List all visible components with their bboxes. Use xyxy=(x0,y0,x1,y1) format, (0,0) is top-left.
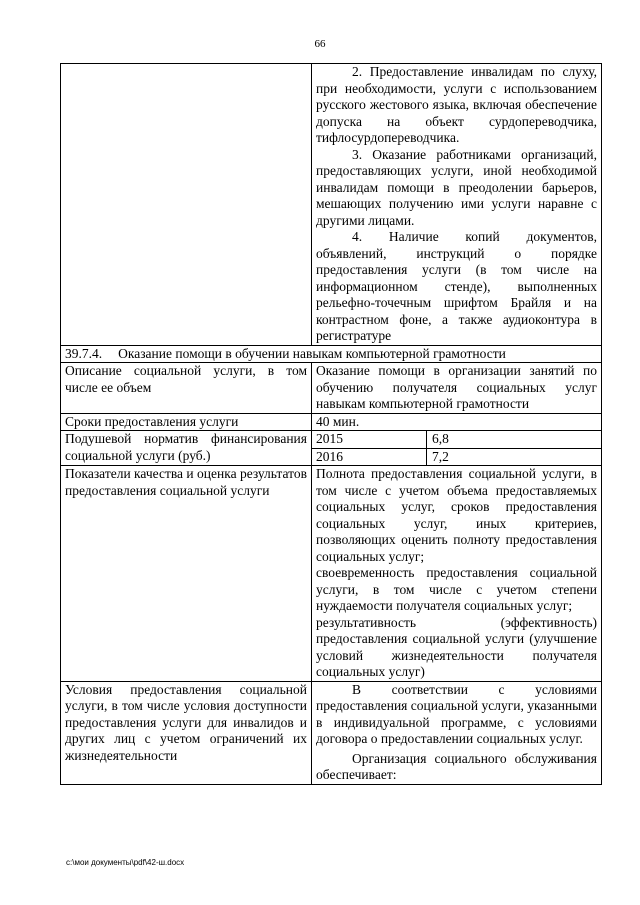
quality-row xyxy=(61,466,602,682)
description-value: Оказание помощи в организации занятий по обучению получателя социальных услуг навыкам компьютерной грамотности xyxy=(312,363,602,414)
paragraph: результативность (эффективность) предоставления социальной услуги (улучшение условий жизнедеятельности получателя социальных услуг) xyxy=(316,614,597,679)
empty-label-cell xyxy=(61,64,312,346)
norm-amount: 7,2 xyxy=(432,448,449,464)
section-heading xyxy=(61,345,602,363)
norm-row xyxy=(61,431,602,466)
section-title: Оказание помощи в обучении навыкам компьютерной грамотности xyxy=(118,345,506,361)
section-number: 39.7.4. xyxy=(65,345,103,361)
conditions-label: Условия предоставления социальной услуги, в том числе условия доступности предоставления услуги для инвалидов и других лиц с учетом ограничений их жизнедеятельности xyxy=(61,681,312,784)
conditions-row xyxy=(61,681,602,784)
paragraph: 4. Наличие копий документов, объявлений, инструкций о порядке предоставления услуги (в том числе на информационном стенде), выполненных рельефно-точечным шрифтом Брайля и на контрастном фоне, а также аудиоконтура в регистратуре xyxy=(316,229,597,343)
terms-value: 40 мин. xyxy=(312,413,602,431)
page-number: 66 xyxy=(314,38,326,50)
terms-row xyxy=(61,413,602,431)
paragraph: Организация социального обслуживания обеспечивает: xyxy=(316,750,597,782)
terms-label: Сроки предоставления услуги xyxy=(61,413,312,431)
section-heading-row xyxy=(61,345,602,363)
quality-label: Показатели качества и оценка результатов предоставления социальной услуги xyxy=(61,466,312,682)
norm-amount: 6,8 xyxy=(432,431,449,446)
quality-value xyxy=(312,466,602,682)
paragraph: своевременность предоставления социальной услуги, в том числе с учетом степени нуждаемости получателя социальных услуг; xyxy=(316,565,597,613)
paragraph: 3. Оказание работниками организаций, предоставляющих услуги, иной необходимой инвалидам помощи в преодолении барьеров, мешающих получению ими услуги наравне с другими лицами. xyxy=(316,146,597,228)
services-table xyxy=(60,63,602,785)
norm-values xyxy=(312,431,602,466)
norm-year: 2016 xyxy=(312,449,427,466)
footer-file-path: c:\мои документы\pdf\42-ш.docx xyxy=(66,858,185,867)
conditions-value xyxy=(312,681,602,784)
accessibility-row xyxy=(61,64,602,346)
description-row xyxy=(61,363,602,414)
description-label: Описание социальной услуги, в том числе ее объем xyxy=(61,363,312,414)
norm-entry xyxy=(312,431,601,449)
norm-entry xyxy=(312,449,601,466)
paragraph: 2. Предоставление инвалидам по слуху, при необходимости, услуги с использованием русского жестового языка, включая обеспечение допуска на объект сурдопереводчика, тифлосурдопереводчика. xyxy=(316,64,597,145)
accessibility-cell xyxy=(312,64,602,346)
paragraph: В соответствии с условиями предоставления социальной услуги, указанными в индивидуальной программе, с условиями договора о предоставлении социальных услуг. xyxy=(316,681,597,746)
norm-label: Подушевой норматив финансирования социальной услуги (руб.) xyxy=(61,431,312,466)
norm-year: 2015 xyxy=(312,431,427,448)
paragraph: Полнота предоставления социальной услуги, в том числе с учетом объема предоставляемых социальных услуг, сроков предоставления социальных услуг, иных критериев, позволяющих оценить полноту предоставления социальных услуг; xyxy=(316,466,597,564)
